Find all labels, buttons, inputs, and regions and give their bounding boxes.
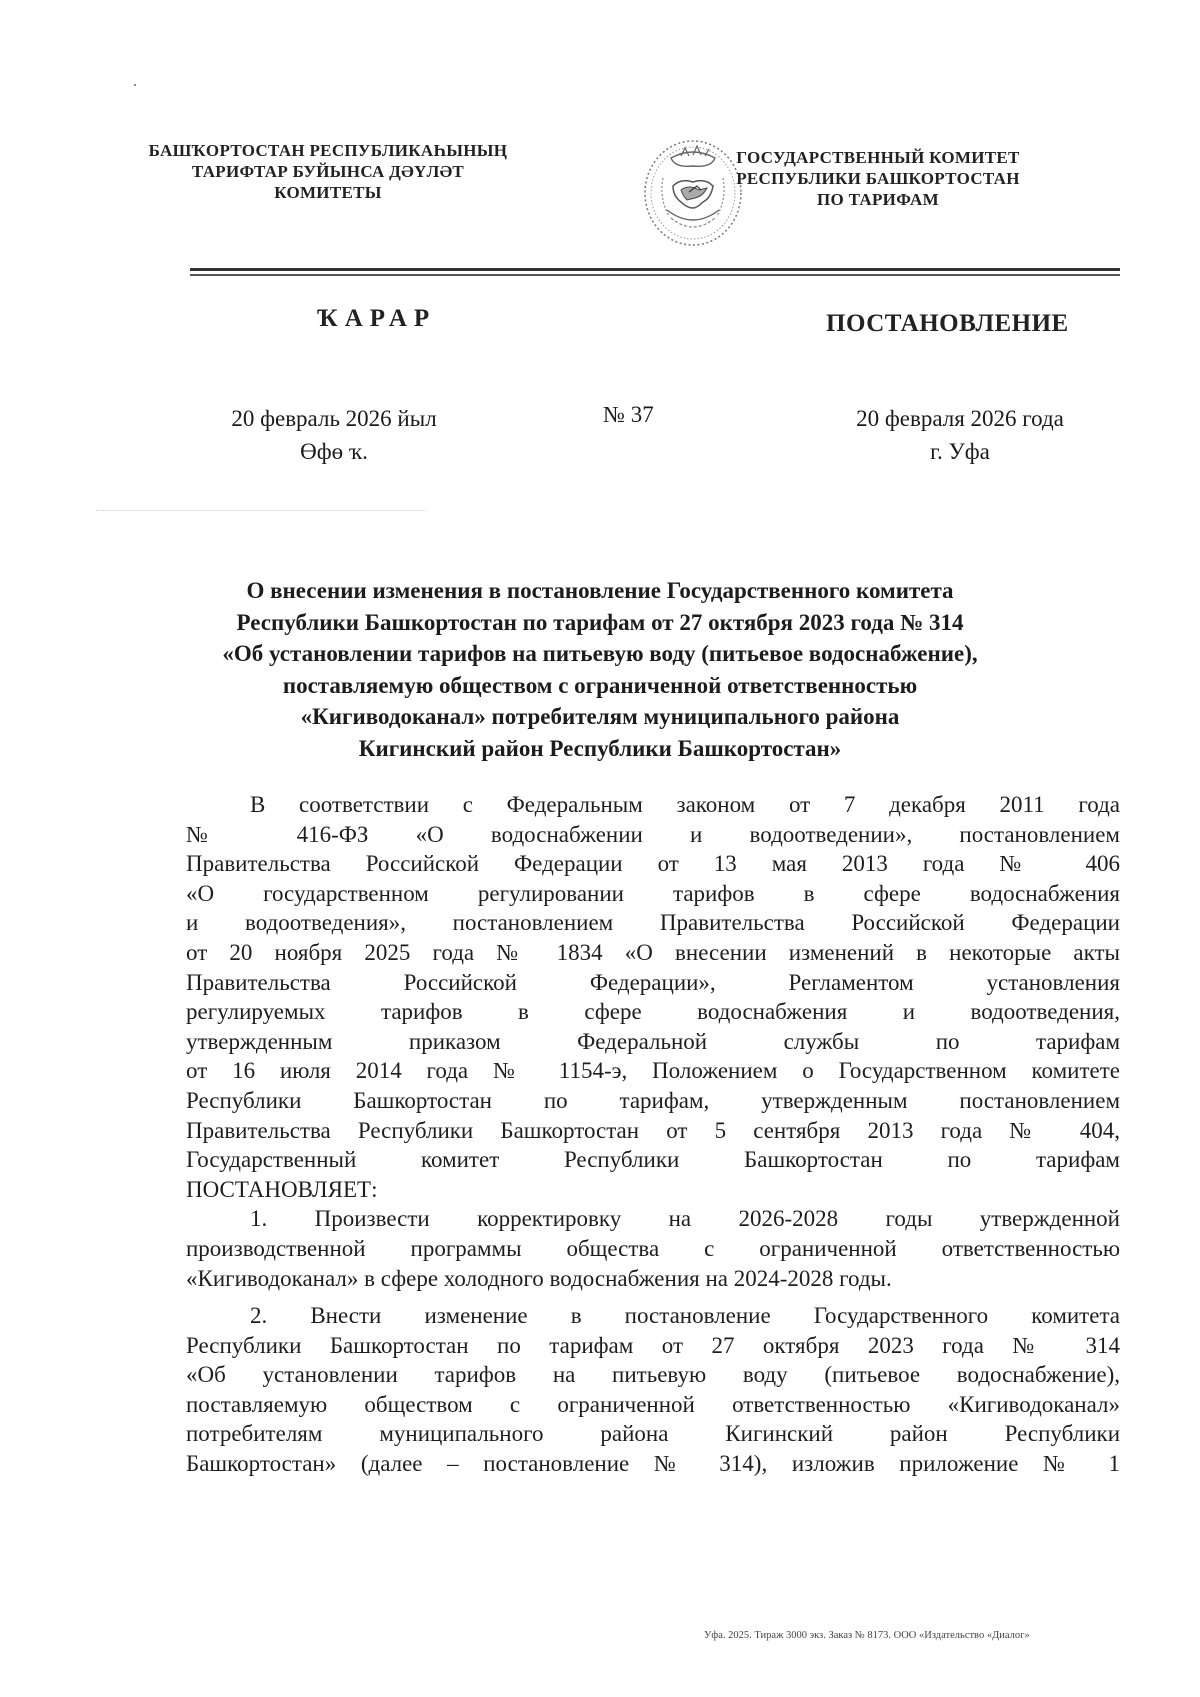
body-line: от 20 ноября 2025 года № 1834 «О внесении изменений в некоторые акты: [186, 939, 1120, 965]
document-heading: [150, 575, 1050, 764]
heading-line: «Об установлении тарифов на питьевую воду (питьевое водоснабжение),: [222, 641, 978, 666]
issuer-bashkir-line: БАШҠОРТОСТАН РЕСПУБЛИКАҺЫНЫҢ: [148, 141, 508, 160]
body-line: 1. Произвести корректировку на 2026-2028 годы утвержденной: [250, 1206, 1120, 1232]
body-line: от 16 июля 2014 года № 1154-э, Положением о Государственном комитете: [186, 1058, 1120, 1084]
date-russian: 20 февраля 2026 года: [856, 406, 1064, 431]
body-line: Башкортостан» (далее – постановление № 314), изложив приложение № 1: [186, 1451, 1120, 1477]
body-line: Правительства Республики Башкортостан от 5 сентября 2013 года № 404,: [186, 1117, 1120, 1143]
document-body: [186, 790, 1120, 1479]
city-russian: г. Уфа: [930, 439, 990, 464]
body-line: «Об установлении тарифов на питьевую воду (питьевое водоснабжение),: [186, 1362, 1120, 1388]
issuer-russian-line: ПО ТАРИФАМ: [817, 190, 939, 209]
body-line: Республики Башкортостан по тарифам, утвержденным постановлением: [186, 1087, 1120, 1113]
date-place-bashkir: [214, 402, 454, 468]
issuer-bashkir-line: КОМИТЕТЫ: [274, 183, 382, 202]
item-1-paragraph: [186, 1204, 1120, 1293]
item-2-paragraph: [186, 1301, 1120, 1479]
scan-artifact: [96, 510, 426, 512]
header-divider: [190, 268, 1120, 271]
print-imprint: Уфа. 2025. Тираж 3000 экз. Заказ № 8173. ООО «Издательство «Диалог»: [704, 1630, 1030, 1641]
issuer-russian-line: РЕСПУБЛИКИ БАШКОРТОСТАН: [736, 169, 1020, 188]
heading-line: поставляемую обществом с ограниченной ответственностью: [282, 672, 918, 698]
issuer-bashkir-line: ТАРИФТАР БУЙЫНСА ДӘҮЛӘТ: [191, 162, 465, 181]
body-line: В соответствии с Федеральным законом от 7 декабря 2011 года: [250, 792, 1120, 817]
heading-line: О внесении изменения в постановление Государственного комитета: [246, 578, 954, 603]
issuer-name-russian: [708, 147, 1048, 210]
issuer-russian-line: ГОСУДАРСТВЕННЫЙ КОМИТЕТ: [736, 148, 1020, 167]
date-place-russian: [830, 402, 1090, 468]
scan-speck: [134, 84, 136, 86]
body-line: утвержденным приказом Федеральной службы по тарифам: [186, 1028, 1120, 1054]
body-line: Правительства Российской Федерации от 13 мая 2013 года № 406: [186, 851, 1120, 877]
body-line: поставляемую обществом с ограниченной ответственностью «Кигиводоканал»: [186, 1391, 1120, 1417]
body-line: «О государственном регулировании тарифов в сфере водоснабжения: [186, 880, 1120, 906]
header-divider-thin: [190, 274, 1120, 276]
issuer-name-bashkir: [108, 140, 548, 203]
doc-type-russian: ПОСТАНОВЛЕНИЕ: [826, 310, 1069, 337]
body-line: 2. Внести изменение в постановление Государственного комитета: [250, 1303, 1120, 1329]
body-line: Правительства Российской Федерации», Регламентом установления: [186, 969, 1120, 995]
body-line: ПОСТАНОВЛЯЕТ:: [186, 1176, 378, 1202]
city-bashkir: Өфө ҡ.: [300, 439, 368, 464]
body-line: Государственный комитет Республики Башкортостан по тарифам: [186, 1147, 1120, 1173]
body-line: и водоотведения», постановлением Правительства Российской Федерации: [186, 910, 1120, 936]
body-line: Республики Башкортостан по тарифам от 27 октября 2023 года № 314: [186, 1332, 1120, 1358]
heading-line: «Кигиводоканал» потребителям муниципального района: [300, 704, 900, 729]
body-line: производственной программы общества с ограниченной ответственностью: [186, 1235, 1120, 1261]
body-line: регулируемых тарифов в сфере водоснабжения и водоотведения,: [186, 999, 1120, 1025]
document-number: № 37: [603, 402, 654, 427]
heading-line: Республики Башкортостан по тарифам от 27 октября 2023 года № 314: [236, 609, 964, 635]
preamble-paragraph: [186, 790, 1120, 1204]
heading-line: Кигинский район Республики Башкортостан»: [358, 735, 842, 761]
body-line: «Кигиводоканал» в сфере холодного водоснабжения на 2024-2028 годы.: [186, 1265, 892, 1291]
body-line: № 416-ФЗ «О водоснабжении и водоотведении», постановлением: [186, 821, 1120, 847]
date-bashkir: 20 февраль 2026 йыл: [231, 406, 437, 431]
doc-type-bashkir: ҠАРАР: [317, 305, 437, 332]
body-line: потребителям муниципального района Кигинский район Республики: [186, 1421, 1120, 1447]
